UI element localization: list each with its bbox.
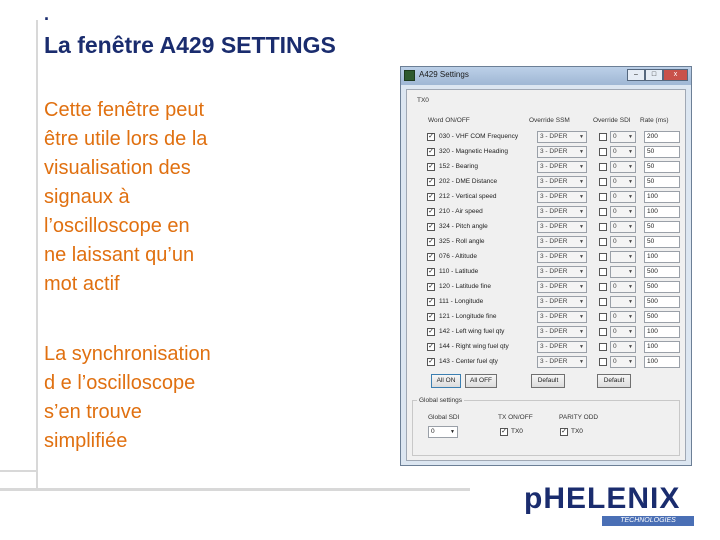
chevron-down-icon: ▼ bbox=[579, 299, 584, 305]
ssm-select[interactable] bbox=[537, 266, 587, 278]
chevron-down-icon: ▼ bbox=[628, 359, 633, 365]
word-label: 111 - Longitude bbox=[439, 298, 484, 305]
sdi-override-checkbox[interactable] bbox=[599, 163, 607, 171]
ssm-select[interactable] bbox=[537, 221, 587, 233]
paragraph-line: ne laissant qu’un bbox=[44, 244, 195, 266]
sdi-override-checkbox[interactable] bbox=[599, 298, 607, 306]
chevron-down-icon: ▼ bbox=[628, 134, 633, 140]
ssm-value: 3 - DPER bbox=[540, 298, 568, 305]
chevron-down-icon: ▼ bbox=[628, 149, 633, 155]
word-label: 320 - Magnetic Heading bbox=[439, 148, 509, 155]
sdi-value: 0 bbox=[613, 328, 617, 335]
all-off-button[interactable]: All OFF bbox=[465, 374, 497, 388]
ssm-select[interactable] bbox=[537, 281, 587, 293]
rate-input[interactable]: 50 bbox=[644, 146, 680, 158]
slide-vertical-rule bbox=[36, 20, 38, 488]
word-label: 212 - Vertical speed bbox=[439, 193, 497, 200]
sdi-value: 0 bbox=[613, 283, 617, 290]
ssm-value: 3 - DPER bbox=[540, 238, 568, 245]
word-label: 325 - Roll angle bbox=[439, 238, 485, 245]
rate-input[interactable]: 100 bbox=[644, 356, 680, 368]
chevron-down-icon: ▼ bbox=[628, 344, 633, 350]
header-rate: Rate (ms) bbox=[640, 117, 669, 124]
sdi-value: 0 bbox=[613, 133, 617, 140]
paragraph-line: signaux à bbox=[44, 186, 130, 208]
sdi-override-checkbox[interactable] bbox=[599, 208, 607, 216]
ssm-value: 3 - DPER bbox=[540, 313, 568, 320]
chevron-down-icon: ▼ bbox=[628, 299, 633, 305]
paragraph-intro bbox=[44, 96, 294, 299]
word-label: 110 - Latitude bbox=[439, 268, 479, 275]
default-rate-button[interactable]: Default bbox=[597, 374, 631, 388]
word-checkbox[interactable]: ✓ bbox=[428, 148, 434, 155]
word-label: 121 - Longitude fine bbox=[439, 313, 497, 320]
paragraph-line: mot actif bbox=[44, 273, 120, 295]
sdi-override-checkbox[interactable] bbox=[599, 313, 607, 321]
sdi-value: 0 bbox=[613, 208, 617, 215]
word-row bbox=[407, 160, 685, 174]
sdi-override-checkbox[interactable] bbox=[599, 133, 607, 141]
word-row bbox=[407, 325, 685, 339]
ssm-value: 3 - DPER bbox=[540, 253, 568, 260]
ssm-select[interactable] bbox=[537, 191, 587, 203]
logo-tagline: TECHNOLOGIES bbox=[602, 516, 694, 526]
paragraph-line: d e l’oscilloscope bbox=[44, 372, 196, 394]
sdi-select[interactable] bbox=[610, 341, 636, 353]
chevron-down-icon: ▼ bbox=[579, 209, 584, 215]
word-row bbox=[407, 265, 685, 279]
ssm-value: 3 - DPER bbox=[540, 193, 568, 200]
chevron-down-icon: ▼ bbox=[579, 329, 584, 335]
chevron-down-icon: ▼ bbox=[579, 164, 584, 170]
logo-name: pHELENIX bbox=[524, 482, 681, 515]
word-row bbox=[407, 235, 685, 249]
word-checkbox[interactable]: ✓ bbox=[428, 133, 434, 140]
window-body bbox=[406, 89, 686, 461]
rate-input[interactable]: 500 bbox=[644, 266, 680, 278]
paragraph-line: simplifiée bbox=[44, 430, 128, 452]
sdi-select[interactable] bbox=[610, 206, 636, 218]
word-row bbox=[407, 355, 685, 369]
tx0-parity-label: TX0 bbox=[571, 428, 583, 435]
chevron-down-icon: ▼ bbox=[579, 134, 584, 140]
rate-input[interactable]: 50 bbox=[644, 176, 680, 188]
sdi-override-checkbox[interactable] bbox=[599, 358, 607, 366]
tx0-onoff-checkbox[interactable]: ✓ bbox=[501, 428, 507, 435]
global-sdi-value: 0 bbox=[431, 428, 435, 435]
word-checkbox[interactable]: ✓ bbox=[428, 253, 434, 260]
rate-input[interactable]: 50 bbox=[644, 161, 680, 173]
chevron-down-icon: ▼ bbox=[628, 269, 633, 275]
sdi-override-checkbox[interactable] bbox=[599, 178, 607, 186]
ssm-value: 3 - DPER bbox=[540, 328, 568, 335]
ssm-value: 3 - DPER bbox=[540, 133, 568, 140]
sdi-value: 0 bbox=[613, 313, 617, 320]
ssm-select[interactable] bbox=[537, 311, 587, 323]
sdi-value: 0 bbox=[613, 343, 617, 350]
chevron-down-icon: ▼ bbox=[579, 359, 584, 365]
chevron-down-icon: ▼ bbox=[628, 284, 633, 290]
word-checkbox[interactable]: ✓ bbox=[428, 208, 434, 215]
ssm-select[interactable] bbox=[537, 146, 587, 158]
window-titlebar[interactable] bbox=[401, 67, 691, 85]
sdi-override-checkbox[interactable] bbox=[599, 283, 607, 291]
word-row bbox=[407, 280, 685, 294]
title-bullet: . bbox=[44, 4, 50, 24]
word-row bbox=[407, 145, 685, 159]
chevron-down-icon: ▼ bbox=[579, 149, 584, 155]
rate-input[interactable]: 100 bbox=[644, 251, 680, 263]
slide-horizontal-rule bbox=[0, 488, 470, 491]
rate-input[interactable]: 100 bbox=[644, 341, 680, 353]
app-icon bbox=[404, 70, 415, 81]
word-checkbox[interactable]: ✓ bbox=[428, 268, 434, 275]
slide-corner-rule bbox=[0, 470, 36, 472]
rate-input[interactable]: 500 bbox=[644, 311, 680, 323]
sdi-select[interactable] bbox=[610, 161, 636, 173]
word-checkbox[interactable]: ✓ bbox=[428, 298, 434, 305]
word-checkbox[interactable]: ✓ bbox=[428, 343, 434, 350]
rate-input[interactable]: 500 bbox=[644, 296, 680, 308]
sdi-value: 0 bbox=[613, 238, 617, 245]
word-label: 142 - Left wing fuel qty bbox=[439, 328, 505, 335]
sdi-override-checkbox[interactable] bbox=[599, 328, 607, 336]
sdi-value: 0 bbox=[613, 148, 617, 155]
chevron-down-icon: ▼ bbox=[628, 164, 633, 170]
chevron-down-icon: ▼ bbox=[579, 344, 584, 350]
header-sdi: Override SDI bbox=[593, 117, 631, 124]
ssm-value: 3 - DPER bbox=[540, 358, 568, 365]
ssm-select[interactable] bbox=[537, 236, 587, 248]
ssm-value: 3 - DPER bbox=[540, 283, 568, 290]
rate-input[interactable]: 100 bbox=[644, 191, 680, 203]
word-checkbox[interactable]: ✓ bbox=[428, 163, 434, 170]
global-settings-label: Global settings bbox=[419, 397, 462, 404]
ssm-select[interactable] bbox=[537, 296, 587, 308]
ssm-select[interactable] bbox=[537, 161, 587, 173]
paragraph-line: être utile lors de la bbox=[44, 128, 208, 150]
tx0-parity-checkbox[interactable]: ✓ bbox=[561, 428, 567, 435]
chevron-down-icon: ▼ bbox=[628, 314, 633, 320]
chevron-down-icon: ▼ bbox=[579, 194, 584, 200]
chevron-down-icon: ▼ bbox=[450, 429, 455, 435]
word-checkbox[interactable]: ✓ bbox=[428, 358, 434, 365]
sdi-select[interactable] bbox=[610, 131, 636, 143]
sdi-select[interactable] bbox=[610, 221, 636, 233]
chevron-down-icon: ▼ bbox=[628, 329, 633, 335]
sdi-value: 0 bbox=[613, 178, 617, 185]
word-label: 210 - Air speed bbox=[439, 208, 483, 215]
phelenix-logo bbox=[524, 482, 694, 530]
word-label: 324 - Pitch angle bbox=[439, 223, 488, 230]
word-label: 120 - Latitude fine bbox=[439, 283, 492, 290]
ssm-select[interactable] bbox=[537, 206, 587, 218]
ssm-select[interactable] bbox=[537, 131, 587, 143]
sdi-override-checkbox[interactable] bbox=[599, 193, 607, 201]
all-on-button[interactable]: All ON bbox=[431, 374, 461, 388]
sdi-select[interactable] bbox=[610, 326, 636, 338]
header-word: Word ON/OFF bbox=[428, 117, 470, 124]
word-row bbox=[407, 190, 685, 204]
chevron-down-icon: ▼ bbox=[628, 239, 633, 245]
sdi-value: 0 bbox=[613, 358, 617, 365]
word-label: 030 - VHF COM Frequency bbox=[439, 133, 519, 140]
ssm-value: 3 - DPER bbox=[540, 223, 568, 230]
sdi-select[interactable] bbox=[610, 296, 636, 308]
sdi-override-checkbox[interactable] bbox=[599, 238, 607, 246]
sdi-select[interactable] bbox=[610, 176, 636, 188]
ssm-select[interactable] bbox=[537, 326, 587, 338]
sdi-override-checkbox[interactable] bbox=[599, 148, 607, 156]
group-tx0-label: TX0 bbox=[417, 97, 429, 104]
parity-header: PARITY ODD bbox=[559, 414, 599, 421]
chevron-down-icon: ▼ bbox=[579, 239, 584, 245]
chevron-down-icon: ▼ bbox=[579, 314, 584, 320]
word-label: 152 - Bearing bbox=[439, 163, 479, 170]
word-row bbox=[407, 205, 685, 219]
rate-input[interactable]: 50 bbox=[644, 236, 680, 248]
ssm-value: 3 - DPER bbox=[540, 268, 568, 275]
sdi-override-checkbox[interactable] bbox=[599, 223, 607, 231]
word-label: 144 - Right wing fuel qty bbox=[439, 343, 509, 350]
ssm-value: 3 - DPER bbox=[540, 148, 568, 155]
chevron-down-icon: ▼ bbox=[628, 209, 633, 215]
tx-onoff-header: TX ON/OFF bbox=[498, 414, 533, 421]
chevron-down-icon: ▼ bbox=[628, 224, 633, 230]
word-checkbox[interactable]: ✓ bbox=[428, 313, 434, 320]
ssm-value: 3 - DPER bbox=[540, 343, 568, 350]
minimize-button[interactable]: – bbox=[627, 69, 645, 81]
paragraph-line: Cette fenêtre peut bbox=[44, 99, 205, 121]
sdi-value: 0 bbox=[613, 193, 617, 200]
chevron-down-icon: ▼ bbox=[579, 224, 584, 230]
word-checkbox[interactable]: ✓ bbox=[428, 223, 434, 230]
chevron-down-icon: ▼ bbox=[628, 254, 633, 260]
sdi-select[interactable] bbox=[610, 266, 636, 278]
word-label: 143 - Center fuel qty bbox=[439, 358, 498, 365]
tx0-onoff-label: TX0 bbox=[511, 428, 523, 435]
word-checkbox[interactable]: ✓ bbox=[428, 178, 434, 185]
sdi-value: 0 bbox=[613, 163, 617, 170]
chevron-down-icon: ▼ bbox=[628, 194, 633, 200]
sdi-override-checkbox[interactable] bbox=[599, 343, 607, 351]
chevron-down-icon: ▼ bbox=[579, 284, 584, 290]
sdi-override-checkbox[interactable] bbox=[599, 253, 607, 261]
sdi-select[interactable] bbox=[610, 191, 636, 203]
word-checkbox[interactable]: ✓ bbox=[428, 283, 434, 290]
maximize-button[interactable]: □ bbox=[645, 69, 663, 81]
default-ssm-button[interactable]: Default bbox=[531, 374, 565, 388]
ssm-value: 3 - DPER bbox=[540, 208, 568, 215]
a429-settings-window bbox=[400, 66, 692, 466]
word-row bbox=[407, 250, 685, 264]
sdi-override-checkbox[interactable] bbox=[599, 268, 607, 276]
sdi-select[interactable] bbox=[610, 311, 636, 323]
window-title: A429 Settings bbox=[419, 70, 469, 79]
word-row bbox=[407, 310, 685, 324]
chevron-down-icon: ▼ bbox=[579, 179, 584, 185]
ssm-value: 3 - DPER bbox=[540, 163, 568, 170]
ssm-select[interactable] bbox=[537, 356, 587, 368]
ssm-select[interactable] bbox=[537, 251, 587, 263]
rate-input[interactable]: 100 bbox=[644, 206, 680, 218]
chevron-down-icon: ▼ bbox=[628, 179, 633, 185]
paragraph-line: La synchronisation bbox=[44, 343, 211, 365]
paragraph-line: l’oscilloscope en bbox=[44, 215, 190, 237]
word-row bbox=[407, 175, 685, 189]
slide-title: La fenêtre A429 SETTINGS bbox=[44, 32, 336, 58]
global-sdi-select[interactable] bbox=[428, 426, 458, 438]
sdi-select[interactable] bbox=[610, 236, 636, 248]
close-button[interactable]: x bbox=[663, 69, 688, 81]
sdi-select[interactable] bbox=[610, 281, 636, 293]
paragraph-line: s’en trouve bbox=[44, 401, 142, 423]
word-checkbox[interactable]: ✓ bbox=[428, 193, 434, 200]
sdi-select[interactable] bbox=[610, 146, 636, 158]
word-row bbox=[407, 130, 685, 144]
rate-input[interactable]: 500 bbox=[644, 281, 680, 293]
sdi-select[interactable] bbox=[610, 251, 636, 263]
paragraph-sync bbox=[44, 340, 294, 456]
word-row bbox=[407, 295, 685, 309]
ssm-select[interactable] bbox=[537, 341, 587, 353]
word-checkbox[interactable]: ✓ bbox=[428, 238, 434, 245]
rate-input[interactable]: 200 bbox=[644, 131, 680, 143]
sdi-value: 0 bbox=[613, 223, 617, 230]
word-row bbox=[407, 340, 685, 354]
chevron-down-icon: ▼ bbox=[579, 269, 584, 275]
header-ssm: Override SSM bbox=[529, 117, 570, 124]
ssm-select[interactable] bbox=[537, 176, 587, 188]
global-sdi-header: Global SDI bbox=[428, 414, 460, 421]
word-label: 076 - Altitude bbox=[439, 253, 477, 260]
sdi-select[interactable] bbox=[610, 356, 636, 368]
word-label: 202 - DME Distance bbox=[439, 178, 498, 185]
ssm-value: 3 - DPER bbox=[540, 178, 568, 185]
paragraph-line: visualisation des bbox=[44, 157, 191, 179]
chevron-down-icon: ▼ bbox=[579, 254, 584, 260]
word-row bbox=[407, 220, 685, 234]
rate-input[interactable]: 50 bbox=[644, 221, 680, 233]
rate-input[interactable]: 100 bbox=[644, 326, 680, 338]
word-checkbox[interactable]: ✓ bbox=[428, 328, 434, 335]
